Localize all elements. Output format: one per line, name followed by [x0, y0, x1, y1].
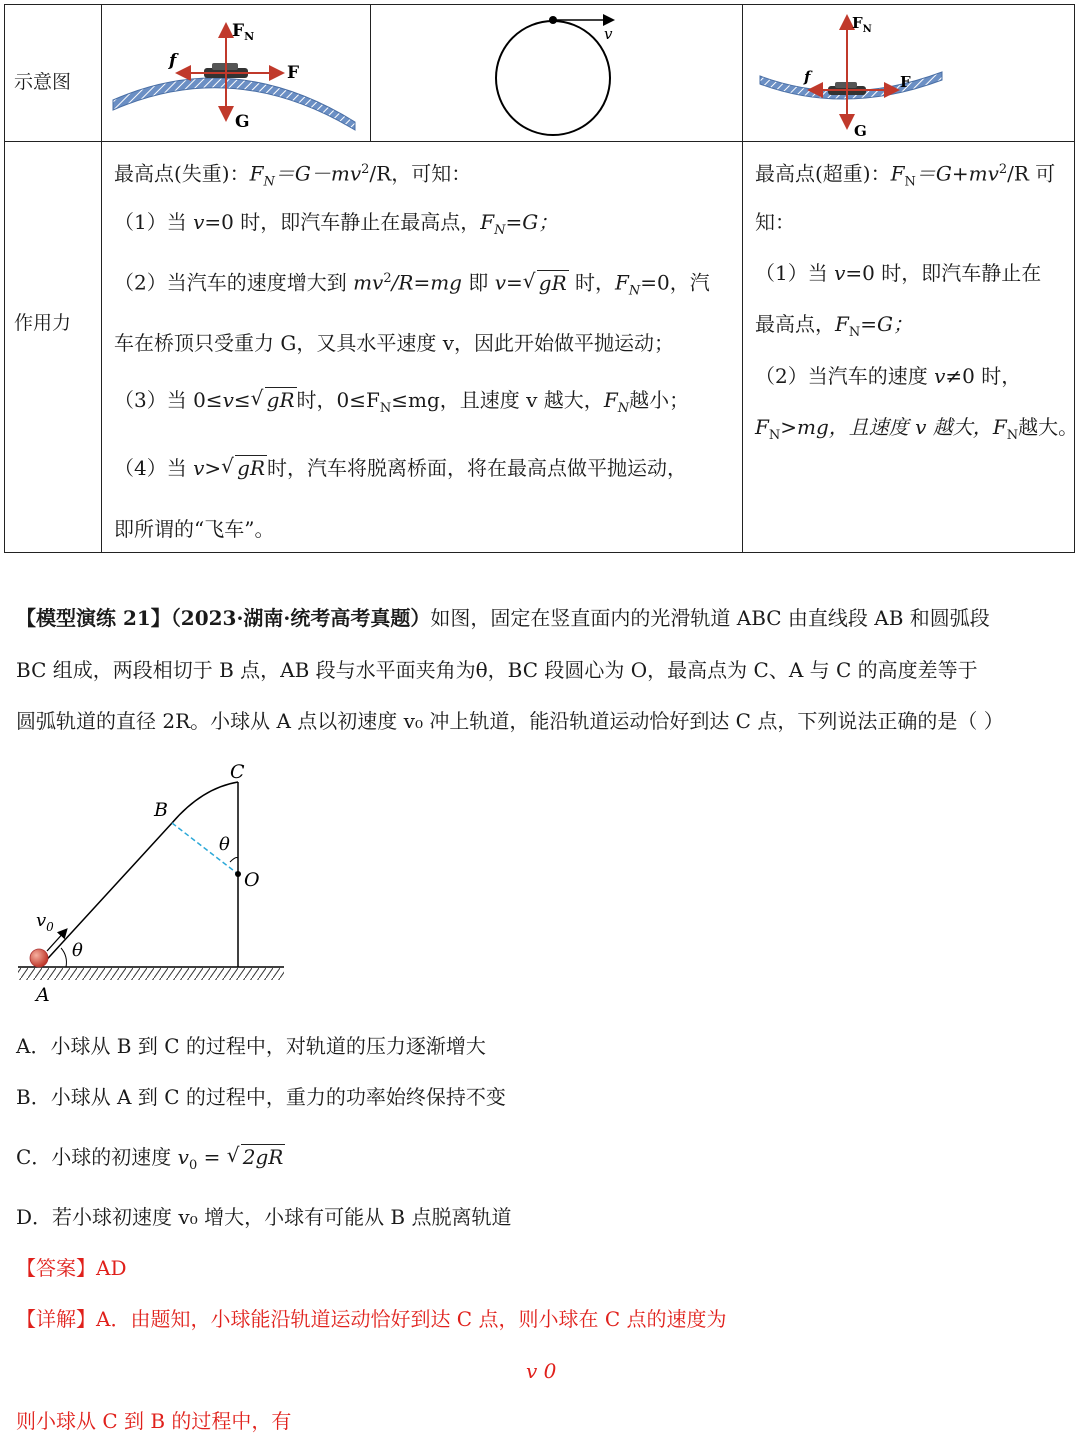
fig2-v-label: v: [604, 25, 613, 43]
answer-line: [16, 1255, 126, 1281]
option-A: A．小球从 B 到 C 的过程中，对轨道的压力逐渐增大: [16, 1034, 486, 1058]
label-theta-bottom: θ: [72, 940, 83, 961]
question-line-1: 【模型演练 21】（2023·湖南·统考高考真题）如图，固定在竖直面内的光滑轨道 ABC 由直线段 AB 和圆弧段: [16, 606, 990, 630]
left-line-5: （3）当 0≤v≤√ gR 时，$0\le F_N\le mg$，且速度 v 越大，$F_N$越小；: [114, 387, 689, 422]
left-line-4: 车在桥顶只受重力 G，又具水平速度 v，因此开始做平抛运动；: [114, 331, 674, 355]
left-line-2: （1）当 v=0 时，即汽车静止在最高点，$F_N=G$；: [114, 210, 559, 238]
left-line-7: 即所谓的“飞车”。: [114, 517, 275, 541]
row-header-diagram: 示意图: [14, 71, 72, 93]
right-line-4: 最高点，$F_N=G$；: [755, 312, 913, 340]
right-line-5: （2）当汽车的速度 v≠0 时，: [755, 364, 1022, 388]
label-C: C: [230, 761, 245, 783]
label-A: A: [36, 984, 50, 1006]
fig3-f-label: f: [804, 68, 811, 86]
answer-value: AD: [96, 1256, 127, 1280]
question-line-3: 圆弧轨道的直径 2R。小球从 A 点以初速度 v₀ 冲上轨道，能沿轨道运动恰好到达 C 点，下列说法正确的是（ ）: [16, 709, 1004, 733]
question-tag: 【模型演练 21】: [16, 606, 171, 630]
explain-tag: 【详解】: [16, 1307, 96, 1331]
label-B: B: [154, 799, 168, 821]
explain-line-1: 【详解】A．由题知，小球能沿轨道运动恰好到达 C 点，则小球在 C 点的速度为: [16, 1307, 727, 1331]
answer-tag: 【答案】: [16, 1256, 96, 1280]
comparison-table: [4, 4, 1079, 553]
right-line-3: （1）当 v=0 时，即汽车静止在: [755, 261, 1042, 285]
label-O: O: [244, 869, 260, 891]
question-source: （2023·湖南·统考高考真题）: [170, 606, 431, 630]
fig3-G-label: G: [854, 122, 867, 140]
circular-motion-figure: [484, 8, 634, 140]
right-line-1: 最高点(超重)：$F_N=G+mv^2/R$ 可: [755, 161, 1056, 190]
fig1-f-label: f: [169, 51, 177, 71]
label-v0: $v_0$: [36, 910, 54, 934]
left-line-6: （4）当 v>√ gR 时，汽车将脱离桥面，将在最高点做平抛运动，: [114, 455, 687, 481]
convex-bridge-figure: [109, 12, 359, 137]
fig1-G-label: G: [235, 112, 250, 132]
left-line-1: 最高点(失重)：$F_N=G-mv^2/R$，可知：: [114, 161, 472, 190]
option-D: D．若小球初速度 v₀ 增大，小球有可能从 B 点脱离轨道: [16, 1205, 512, 1229]
explain-formula: v 0: [526, 1359, 557, 1383]
track-figure: [14, 758, 294, 1008]
fig1-F-label: F: [287, 63, 300, 83]
label-theta-top: θ: [219, 834, 230, 855]
row-header-force: 作用力: [14, 312, 72, 334]
concave-bridge-figure: [756, 8, 946, 140]
fig3-F-label: F: [900, 73, 911, 91]
option-B: B．小球从 A 到 C 的过程中，重力的功率始终保持不变: [16, 1085, 506, 1109]
left-line-3: （2）当汽车的速度增大到 $mv^2/R=mg$ 即 v=√ gR 时，$F_N=0$，汽: [114, 266, 710, 305]
fig3-fn-label: $F_N$: [852, 14, 872, 35]
right-line-2: 知：: [755, 210, 795, 234]
fig1-fn-label: $F_N$: [232, 21, 255, 43]
question-line-2: BC 组成，两段相切于 B 点，AB 段与水平面夹角为θ，BC 段圆心为 O，最高点为 C、A 与 C 的高度差等于: [16, 658, 978, 682]
right-line-6: $F_N>mg$，且速度 v 越大，$F_N$越大。: [755, 415, 1079, 443]
option-C: C．小球的初速度 $v_0$ = √ 2gR: [16, 1144, 285, 1179]
explain-line-2: 则小球从 C 到 B 的过程中，有: [16, 1409, 292, 1433]
